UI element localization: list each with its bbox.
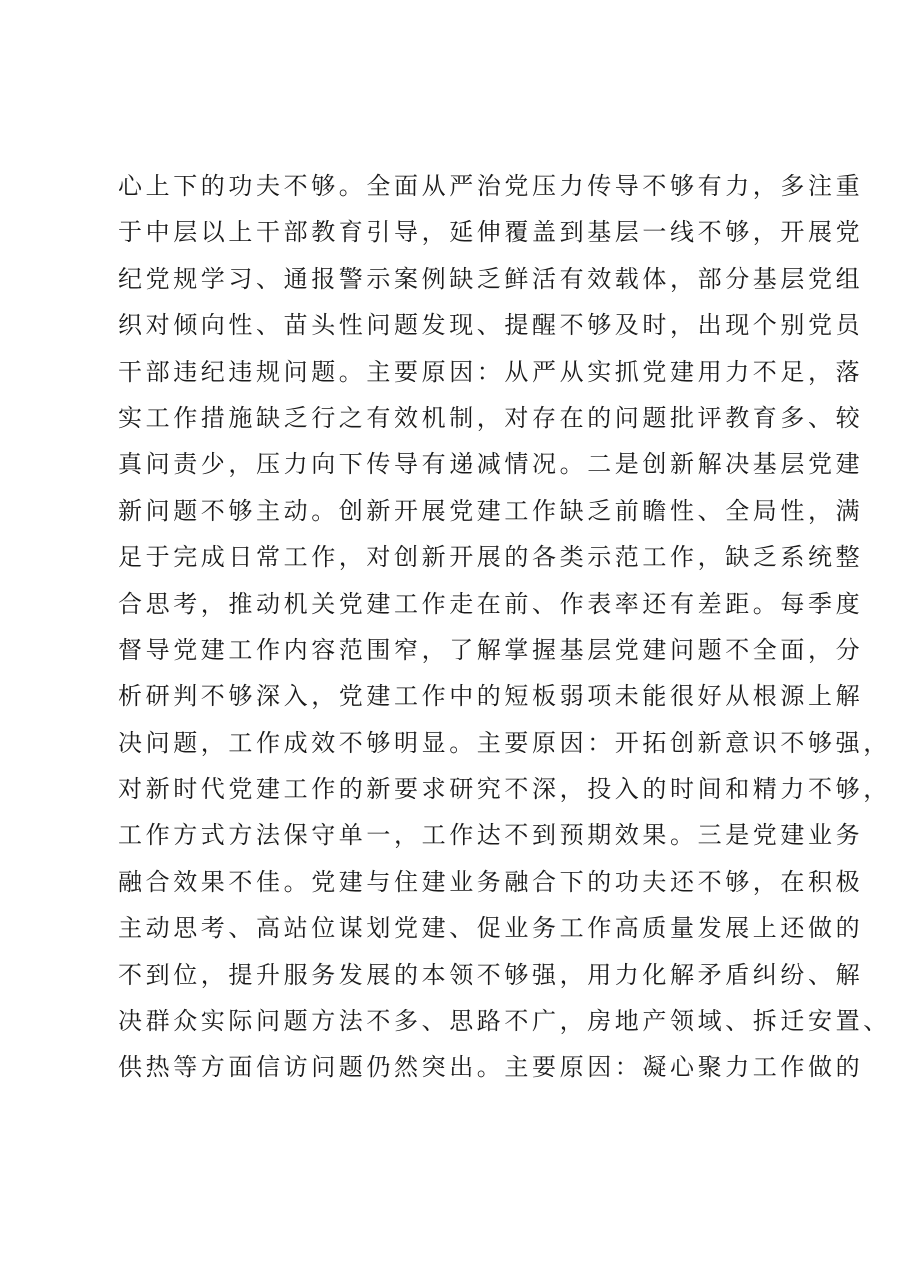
text-line: 决问题，工作成效不够明显。主要原因：开拓创新意识不够强， <box>118 728 891 757</box>
text-line: 析研判不够深入，党建工作中的短板弱项未能很好从根源上解 <box>118 682 864 711</box>
text-line: 织对倾向性、苗头性问题发现、提醒不够及时，出现个别党员 <box>118 311 864 340</box>
text-line: 融合效果不佳。党建与住建业务融合下的功夫还不够，在积极 <box>118 867 864 896</box>
text-line: 新问题不够主动。创新开展党建工作缺乏前瞻性、全局性，满 <box>118 496 864 525</box>
text-line: 对新时代党建工作的新要求研究不深，投入的时间和精力不够， <box>118 775 891 804</box>
text-line: 干部违纪违规问题。主要原因：从严从实抓党建用力不足，落 <box>118 357 864 386</box>
text-line: 实工作措施缺乏行之有效机制，对存在的问题批评教育多、较 <box>118 403 864 432</box>
text-line: 主动思考、高站位谋划党建、促业务工作高质量发展上还做的 <box>118 914 864 943</box>
text-line: 纪党规学习、通报警示案例缺乏鲜活有效载体，部分基层党组 <box>118 264 864 293</box>
text-line: 不到位，提升服务发展的本领不够强，用力化解矛盾纠纷、解 <box>118 960 864 989</box>
text-line: 督导党建工作内容范围窄，了解掌握基层党建问题不全面，分 <box>118 635 864 664</box>
text-line: 于中层以上干部教育引导，延伸覆盖到基层一线不够，开展党 <box>118 218 864 247</box>
text-line: 工作方式方法保守单一，工作达不到预期效果。三是党建业务 <box>118 821 864 850</box>
text-line: 合思考，推动机关党建工作走在前、作表率还有差距。每季度 <box>118 589 864 618</box>
text-line: 供热等方面信访问题仍然突出。主要原因：凝心聚力工作做的 <box>118 1053 864 1082</box>
text-line: 心上下的功夫不够。全面从严治党压力传导不够有力，多注重 <box>118 172 864 200</box>
body-text <box>118 163 891 1091</box>
text-line: 决群众实际问题方法不多、思路不广，房地产领域、拆迁安置、 <box>118 1007 891 1036</box>
text-line: 真问责少，压力向下传导有递减情况。二是创新解决基层党建 <box>118 450 864 479</box>
text-line: 足于完成日常工作，对创新开展的各类示范工作，缺乏系统整 <box>118 543 864 572</box>
